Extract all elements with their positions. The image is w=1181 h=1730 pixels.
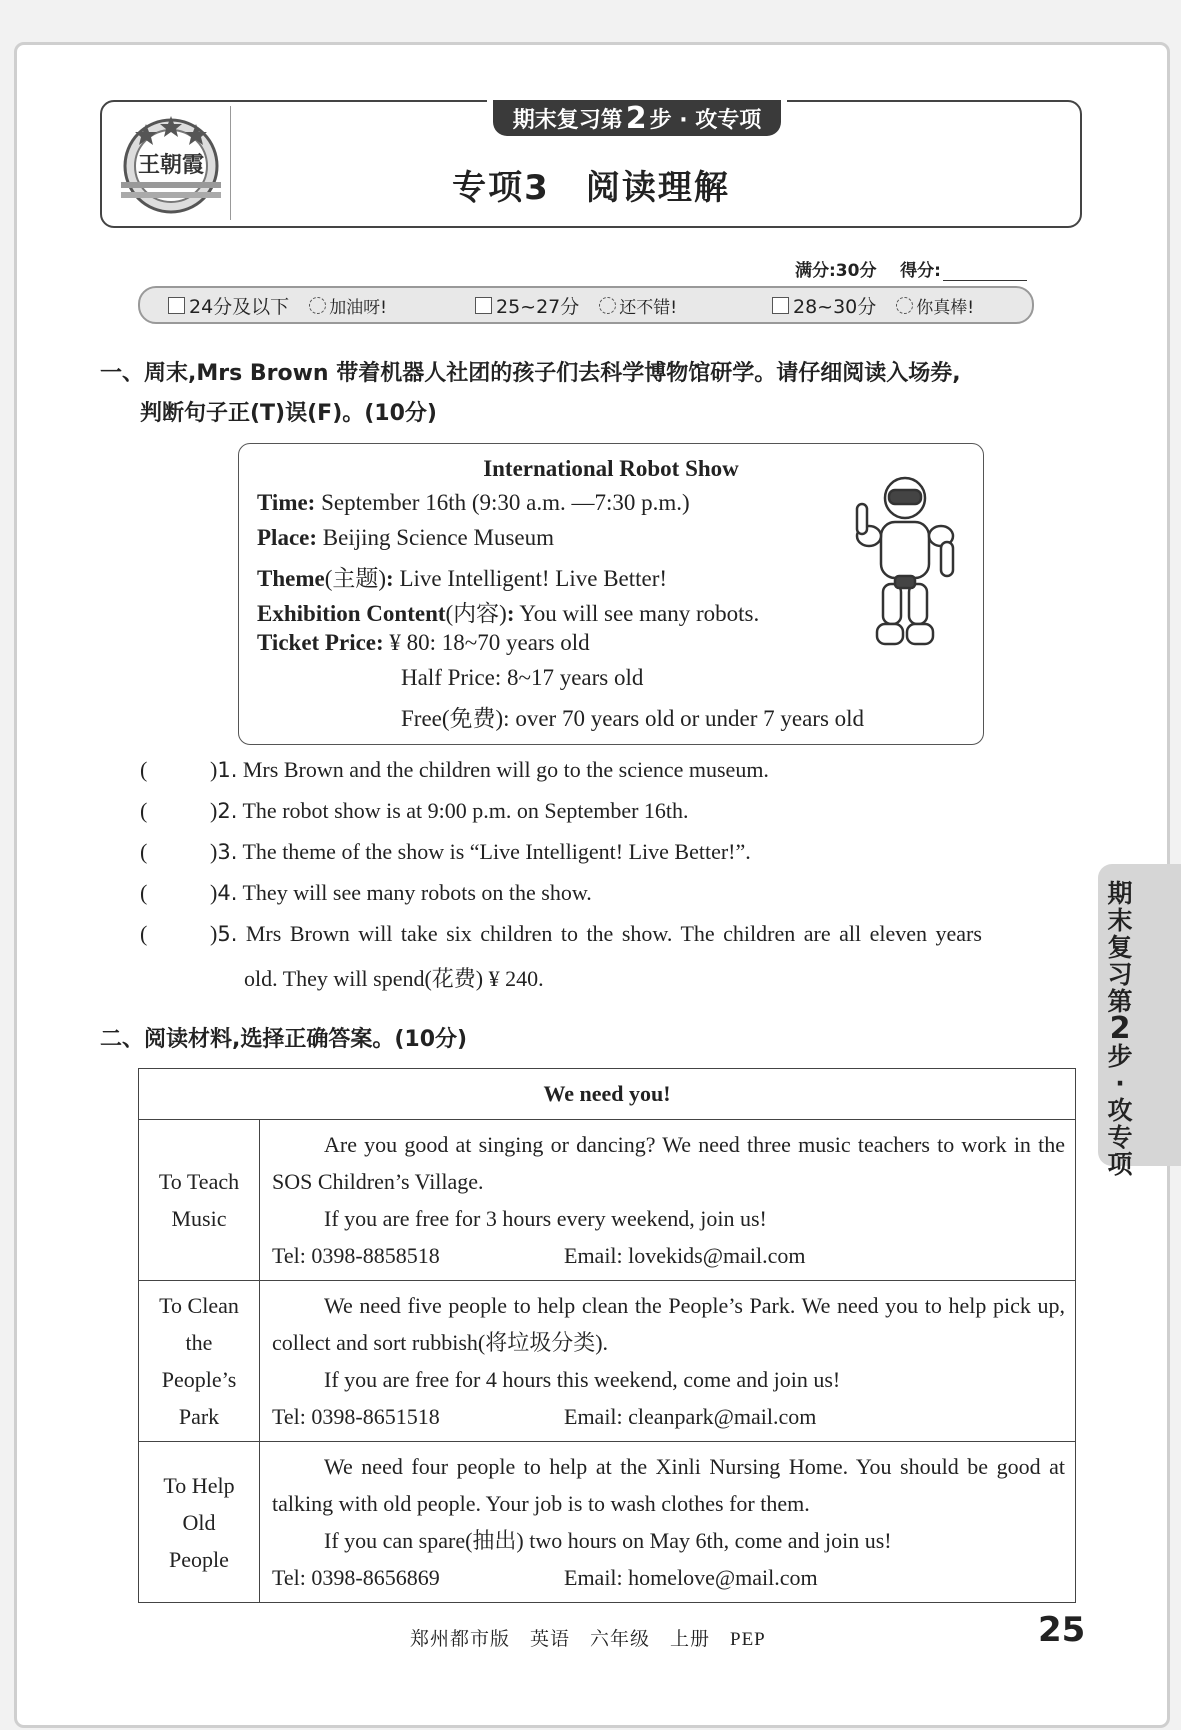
email: Email: lovekids@mail.com xyxy=(564,1243,806,1268)
section2-heading: 二、阅读材料,选择正确答案。(10分) xyxy=(100,1027,468,1052)
level-checkbox[interactable] xyxy=(475,297,492,314)
question-5-cont: old. They will spend(花费) ¥ 240. xyxy=(244,966,544,991)
ticket-free-price: Free(免费): over 70 years old or under 7 years old xyxy=(401,706,865,731)
tel: Tel: 0398-8651518 xyxy=(272,1404,440,1429)
score-got-label: 得分: xyxy=(900,261,941,281)
tel: Tel: 0398-8858518 xyxy=(272,1243,440,1268)
smiley-icon xyxy=(309,297,326,314)
question-2: ( )2. The robot show is at 9:00 p.m. on September 16th. xyxy=(140,798,689,823)
ticket-content: Exhibition Content(内容): You will see many robots. xyxy=(257,601,760,626)
row-label: To Teach Music xyxy=(139,1120,260,1281)
smiley-icon xyxy=(599,297,616,314)
row-label: To Clean the People’s Park xyxy=(139,1281,260,1442)
level-range: 28~30分 xyxy=(793,295,877,318)
ticket-theme: Theme(主题): Live Intelligent! Live Better! xyxy=(257,566,668,591)
notice-table xyxy=(138,1068,1076,1603)
robot-icon xyxy=(849,474,961,652)
step-tab-post: 步 · 攻专项 xyxy=(649,107,762,133)
level-item xyxy=(168,291,387,319)
level-checkbox[interactable] xyxy=(772,297,789,314)
level-item xyxy=(772,291,974,319)
header-banner xyxy=(100,100,1082,228)
page-number: 25 xyxy=(1038,1610,1086,1650)
ticket-title: International Robot Show xyxy=(483,456,739,481)
section1-heading-line1: 一、周末,Mrs Brown 带着机器人社团的孩子们去科学博物馆研学。请仔细阅读入场券, xyxy=(100,361,961,386)
score-levels-bar xyxy=(138,286,1034,324)
section1-heading-line2: 判断句子正(T)误(F)。(10分) xyxy=(140,401,437,426)
ticket-half-price: Half Price: 8~17 years old xyxy=(401,665,644,690)
table-row xyxy=(139,1120,1076,1281)
question-4: ( )4. They will see many robots on the show. xyxy=(140,880,592,905)
row-label: To Help Old People xyxy=(139,1442,260,1603)
ticket-box xyxy=(238,443,984,745)
side-tab-text: 期末复习第2步·攻专项 xyxy=(1107,879,1133,1179)
question-1: ( )1. Mrs Brown and the children will go to the science museum. xyxy=(140,757,769,782)
question-3: ( )3. The theme of the show is “Live Intelligent! Live Better!”. xyxy=(140,839,751,864)
ticket-time: Time: September 16th (9:30 a.m. —7:30 p.m.) xyxy=(257,490,690,515)
step-tab-num: 2 xyxy=(625,100,647,136)
score-line xyxy=(795,256,1027,281)
ticket-price: Ticket Price: ¥ 80: 18~70 years old xyxy=(257,630,590,655)
footer-text: 郑州都市版 英语 六年级 上册 PEP xyxy=(410,1629,766,1650)
tel: Tel: 0398-8656869 xyxy=(272,1565,440,1590)
step-tab-pre: 期末复习第 xyxy=(512,107,623,133)
level-item xyxy=(475,291,677,319)
level-checkbox[interactable] xyxy=(168,297,185,314)
level-range: 24分及以下 xyxy=(189,295,290,318)
level-range: 25~27分 xyxy=(496,295,580,318)
ticket-place: Place: Beijing Science Museum xyxy=(257,525,555,550)
row-content: We need five people to help clean the People’s Park. We need you to help pick up, collect and sort rubbish(将垃圾分类). If you are free for 4 hours this weekend, come and join us! Tel: 0398-8651518 Email: cleanpark@mail.com xyxy=(260,1281,1076,1442)
row-content: Are you good at singing or dancing? We need three music teachers to work in the SOS Children’s Village. If you are free for 3 hours every weekend, join us! Tel: 0398-8858518 Email: lovekids@mail.com xyxy=(260,1120,1076,1281)
level-msg: 你真棒! xyxy=(916,297,975,318)
full-score-label: 满分:30分 xyxy=(795,261,877,281)
level-msg: 加油呀! xyxy=(329,297,388,318)
question-5: ( )5. Mrs Brown will take six children to the show. The children are all eleven years xyxy=(140,921,982,946)
table-row xyxy=(139,1442,1076,1603)
step-tab xyxy=(487,100,787,140)
level-msg: 还不错! xyxy=(619,297,678,318)
page-title: 专项3 阅读理解 xyxy=(452,168,730,208)
svg-text:王朝霞: 王朝霞 xyxy=(137,152,205,178)
email: Email: cleanpark@mail.com xyxy=(564,1404,817,1429)
row-content: We need four people to help at the Xinli Nursing Home. You should be good at talking with old people. Your job is to wash clothes for them. If you can spare(抽出) two hours on May 6th, come and join us! Tel: 0398-8656869 Email: homelove@mail.com xyxy=(260,1442,1076,1603)
score-blank[interactable] xyxy=(943,280,1027,281)
email: Email: homelove@mail.com xyxy=(564,1565,818,1590)
table-title: We need you! xyxy=(139,1069,1076,1120)
smiley-icon xyxy=(896,297,913,314)
table-row xyxy=(139,1281,1076,1442)
